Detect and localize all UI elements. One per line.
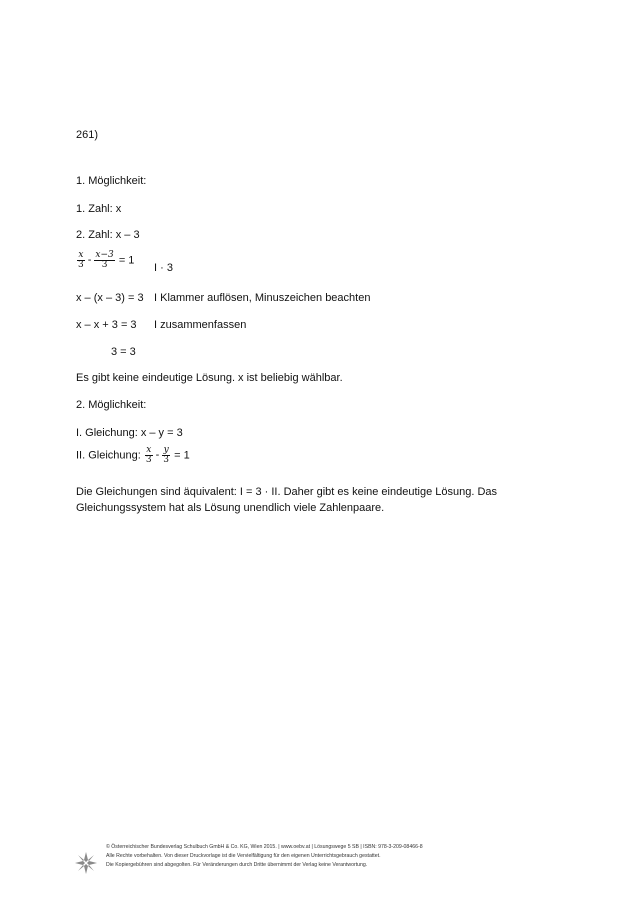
fraction-numerator: y	[163, 445, 169, 455]
zahl2-line: 2. Zahl: x – 3	[76, 229, 140, 241]
footer-text	[106, 843, 423, 870]
equation-line	[76, 251, 134, 270]
option1-conclusion: Es gibt keine eindeutige Lösung. x ist beliebig wählbar.	[76, 372, 343, 384]
minus-sign: -	[87, 254, 92, 267]
fraction-denominator: 3	[78, 260, 84, 270]
step3-left: x – x + 3 = 3	[76, 319, 137, 331]
footer-rights: Alle Rechte vorbehalten. Von dieser Druckvorlage ist die Vervielfältigung für den eigenen Unterrichtsgebrauch gestattet.	[106, 853, 381, 859]
equation-rhs: = 1	[118, 254, 135, 267]
publisher-logo-icon	[74, 851, 98, 875]
fraction-x-over-3	[145, 446, 153, 465]
step2-left: x – (x – 3) = 3	[76, 292, 144, 304]
fraction-denominator: 3	[145, 455, 152, 465]
option2-conclusion: Die Gleichungen sind äquivalent: I = 3 · II. Daher gibt es keine eindeutige Lösung. Das Gleichungssystem hat als Lösung unendlich viele Zahlenpaare.	[76, 486, 498, 514]
equation2-line	[76, 446, 190, 465]
zahl1-line: 1. Zahl: x	[76, 203, 122, 215]
fraction-y-over-3	[162, 446, 170, 465]
step4-result: 3 = 3	[111, 346, 136, 358]
equation-note: I · 3	[154, 262, 173, 274]
fraction-x-over-3	[77, 251, 85, 270]
step2-note: I Klammer auflösen, Minuszeichen beachten	[154, 292, 371, 304]
option2-heading: 2. Möglichkeit:	[76, 399, 147, 411]
footer-disclaimer: Die Kopiergebühren sind abgegolten. Für Veränderungen durch Dritte übernimmt der Verlag keine Verantwortung.	[106, 862, 368, 868]
fraction-denominator: 3	[101, 260, 108, 270]
option1-heading: 1. Möglichkeit:	[76, 175, 147, 187]
task-number: 261)	[76, 129, 99, 141]
equation1-line: I. Gleichung: x – y = 3	[76, 427, 183, 439]
fraction-numerator: x	[78, 250, 84, 260]
footer-copyright: © Österreichischer Bundesverlag Schulbuch GmbH & Co. KG, Wien 2015. | www.oebv.at | Lösungswege 5 SB | ISBN: 978-3-209-08466-8	[106, 844, 423, 850]
equation2-label: II. Gleichung:	[76, 449, 141, 462]
step3-note: I zusammenfassen	[154, 319, 247, 331]
fraction-denominator: 3	[163, 455, 170, 465]
minus-sign: -	[155, 449, 160, 462]
equation2-rhs: = 1	[174, 449, 190, 462]
fraction-numerator: x	[146, 445, 152, 455]
fraction-numerator: x−3	[95, 250, 114, 260]
fraction-x-minus-3-over-3	[94, 251, 114, 270]
